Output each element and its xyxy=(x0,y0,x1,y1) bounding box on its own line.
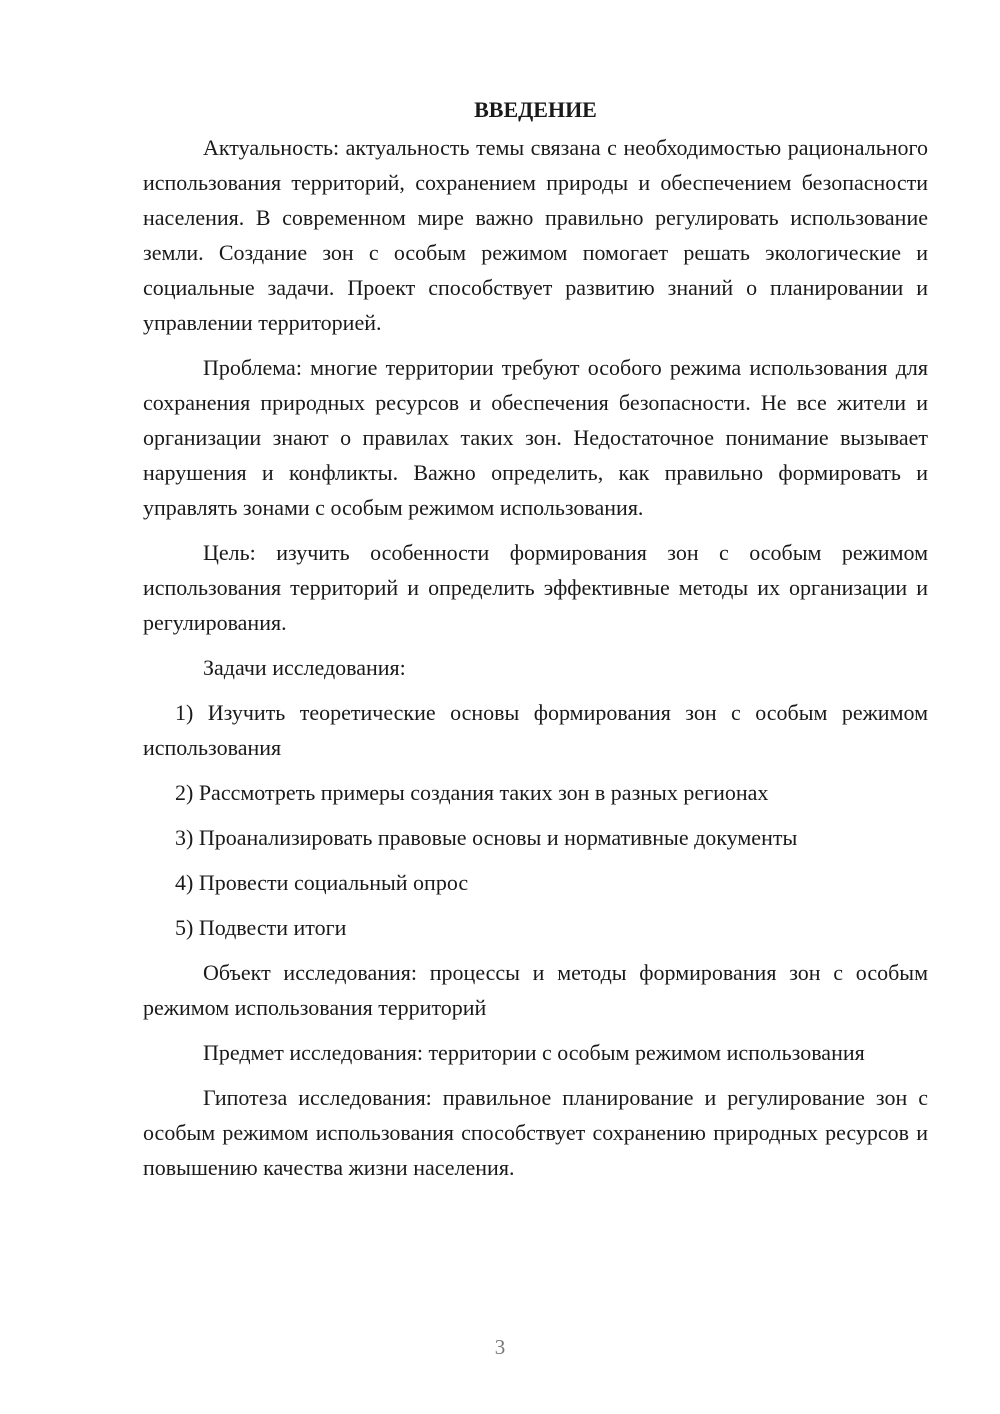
goal-paragraph: Цель: изучить особенности формирования зон с особым режимом использования территорий и определить эффективные методы их организации и регулирования. xyxy=(143,540,928,635)
task-item: 4) Провести социальный опрос xyxy=(175,870,469,895)
task-item: 3) Проанализировать правовые основы и нормативные документы xyxy=(175,825,798,850)
relevance-paragraph: Актуальность: актуальность темы связана с необходимостью рационального использования территорий, сохранением природы и обеспечением безопасности населения. В современном мире важно правильно регулировать использование земли. Создание зон с особым режимом помогает решать экологические и социальные задачи. Проект способствует развитию знаний о планировании и управлении территорией. xyxy=(143,135,928,335)
task-item: 5) Подвести итоги xyxy=(175,915,347,940)
hypothesis-paragraph: Гипотеза исследования: правильное планирование и регулирование зон с особым режимом использования способствует сохранению природных ресурсов и повышению качества жизни населения. xyxy=(143,1085,928,1180)
object-paragraph: Объект исследования: процессы и методы формирования зон с особым режимом использования территорий xyxy=(143,960,928,1020)
tasks-title: Задачи исследования: xyxy=(203,655,406,680)
page-number: 3 xyxy=(494,1335,506,1359)
page-content xyxy=(143,92,928,1195)
task-list xyxy=(143,695,928,945)
problem-paragraph: Проблема: многие территории требуют особого режима использования для сохранения природных ресурсов и обеспечения безопасности. Не все жители и организации знают о правилах таких зон. Недостаточное понимание вызывает нарушения и конфликты. Важно определить, как правильно формировать и управлять зонами с особым режимом использования. xyxy=(143,355,928,520)
task-item: 1) Изучить теоретические основы формирования зон с особым режимом использования xyxy=(143,700,928,760)
task-item: 2) Рассмотреть примеры создания таких зон в разных регионах xyxy=(175,780,769,805)
page-heading: ВВЕДЕНИЕ xyxy=(474,97,597,122)
subject-paragraph: Предмет исследования: территории с особым режимом использования xyxy=(203,1040,865,1065)
